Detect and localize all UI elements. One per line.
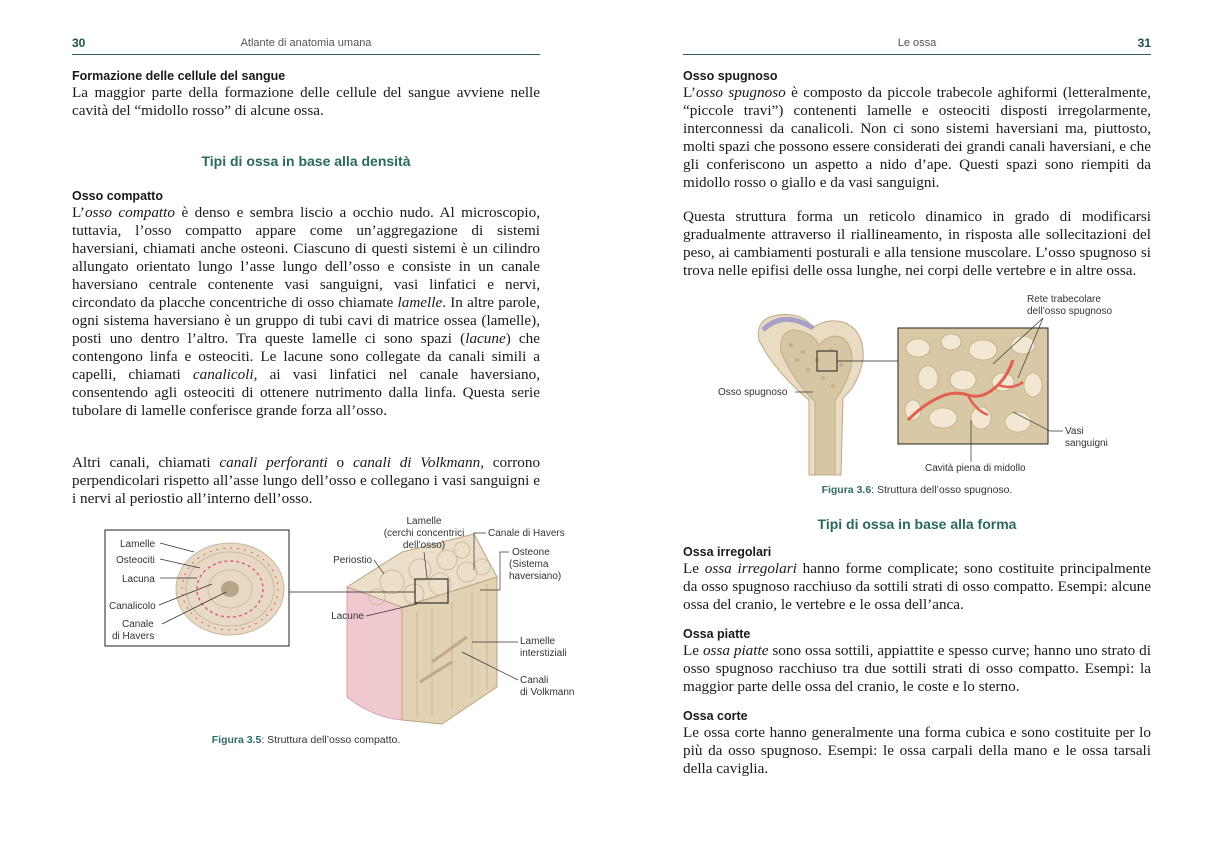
right-page bbox=[683, 0, 1151, 857]
periosteum bbox=[347, 587, 402, 720]
spongy-bone-section bbox=[683, 68, 1151, 192]
paragraph: La maggior parte della formazione delle cellule del sangue avviene nelle cavità del “midollo rosso” di alcune ossa. bbox=[72, 84, 540, 119]
label-osso-spugnoso: Osso spugnoso bbox=[718, 387, 788, 398]
svg-text:dell’osso spugnoso: dell’osso spugnoso bbox=[1027, 306, 1113, 317]
haversian-canal bbox=[221, 581, 239, 597]
italic-term: ossa piatte bbox=[702, 642, 769, 659]
left-page-header bbox=[72, 36, 540, 55]
label-lacuna: Lacuna bbox=[122, 574, 155, 585]
paragraph: Altri canali, chiamati canali perforanti o canali di Volkmann, corrono perpendicolari rispetto all’asse lungo dell’osso e collegano i vasi sanguigni e i nervi al periostio all’interno dell’osso. bbox=[72, 454, 541, 507]
section-title: Tipi di ossa in base alla densità bbox=[201, 153, 411, 169]
paragraph: Le ossa corte hanno generalmente una forma cubica e sono costituite per lo più da osso spugnoso. Esempi: le ossa carpali della mano e le ossa tarsali della caviglia. bbox=[683, 724, 1151, 777]
label-vasi-sanguigni: Vasi bbox=[1065, 426, 1084, 437]
label-lamelle-conc: Lamelle bbox=[406, 516, 442, 527]
blood-cells-section bbox=[72, 68, 540, 120]
svg-text:(Sistema: (Sistema bbox=[509, 559, 549, 570]
italic-term: lamelle bbox=[397, 294, 443, 311]
svg-text:dell’osso): dell’osso) bbox=[402, 540, 446, 551]
page-number: 31 bbox=[1137, 36, 1151, 50]
caption-label: Figura 3.5 bbox=[211, 734, 262, 746]
irregular-bones-section bbox=[683, 544, 1151, 614]
left-page bbox=[72, 0, 575, 857]
spongy-bone-figure bbox=[713, 290, 1153, 482]
short-bones-section bbox=[683, 708, 1151, 778]
right-page-header bbox=[683, 36, 1151, 55]
label-cavita-midollo: Cavità piena di midollo bbox=[925, 463, 1026, 474]
label-lacune: Lacune bbox=[331, 611, 364, 622]
compact-bone-figure bbox=[102, 512, 575, 732]
svg-text:haversiano): haversiano) bbox=[509, 571, 562, 582]
label-canalicolo: Canalicolo bbox=[109, 601, 156, 612]
page-number: 30 bbox=[72, 36, 86, 50]
italic-term: osso spugnoso bbox=[695, 84, 786, 101]
figure-caption bbox=[72, 734, 540, 746]
subheading: Ossa piatte bbox=[683, 627, 751, 641]
caption-label: Figura 3.6 bbox=[821, 484, 872, 496]
italic-term: osso compatto bbox=[84, 204, 175, 221]
label-osteociti: Osteociti bbox=[116, 555, 155, 566]
italic-term: canali perforanti bbox=[219, 454, 328, 471]
svg-text:(cerchi concentrici: (cerchi concentrici bbox=[383, 528, 465, 539]
svg-text:sanguigni: sanguigni bbox=[1065, 438, 1108, 449]
label-osteone: Osteone bbox=[512, 547, 550, 558]
caption-text: : Struttura dell’osso compatto. bbox=[261, 734, 401, 746]
label-rete-trabecolare: Rete trabecolare bbox=[1027, 294, 1101, 305]
label-periostio: Periostio bbox=[333, 555, 372, 566]
section-title: Tipi di ossa in base alla forma bbox=[817, 516, 1017, 532]
subheading: Ossa corte bbox=[683, 709, 748, 723]
subheading: Osso spugnoso bbox=[683, 69, 778, 83]
running-head: Atlante di anatomia umana bbox=[240, 37, 372, 49]
compact-bone-section bbox=[72, 188, 540, 420]
paragraph: L’osso compatto è denso e sembra liscio a occhio nudo. Al microscopio, tuttavia, l’osso compatto appare come un’aggregazione di sistemi haversiani, chiamati anche osteoni. Ciascuno di questi sistemi è un cilindro allungato orientato lungo l’asse lungo dell’osso e consiste in un canale haversiano centrale contenente vasi sanguigni, vasi linfatici e nervi, circondato da placche concentriche di osso chiamate lamelle. In altre parole, ogni sistema haversiano è un gruppo di tubi cavi di matrice ossea (lamelle), posti uno dentro l’altro. Tra queste lamelle ci sono spazi (lacune) che contengono linfa e osteociti. Le lacune sono collegate da canali simili a capelli, chiamati canalicoli, ai vasi linfatici nel canale haversiano, consentendo agli osteociti di ottenere nutrimento dalla linfa. Questa serie tubolare di lamelle conferisce grande forza all’osso. bbox=[72, 204, 541, 419]
italic-term: ossa irregolari bbox=[704, 560, 797, 577]
svg-text:di Volkmann: di Volkmann bbox=[520, 687, 575, 698]
italic-term: lacune bbox=[465, 330, 506, 347]
flat-bones-section bbox=[683, 626, 1151, 696]
label-di-havers: di Havers bbox=[112, 631, 155, 642]
label-lamelle: Lamelle bbox=[120, 539, 156, 550]
caption-text: : Struttura dell’osso spugnoso. bbox=[871, 484, 1013, 496]
running-head: Le ossa bbox=[897, 37, 937, 49]
paragraph: Questa struttura forma un reticolo dinamico in grado di modificarsi gradualmente attraverso il riallineamento, in risposta alle sollecitazioni del peso, ai cambiamenti posturali e alla tensione muscolare. L’osso spugnoso si trova nelle epifisi delle ossa lunghe, nei corpi delle vertebre e in altre ossa. bbox=[683, 208, 1151, 279]
italic-term: canalicoli bbox=[192, 366, 254, 383]
trabecular-paragraph-block bbox=[683, 208, 1151, 280]
label-canale-havers: Canale di Havers bbox=[488, 528, 565, 539]
figure-caption bbox=[683, 484, 1151, 496]
label-lamelle-interstiziali: Lamelle bbox=[520, 636, 556, 647]
subheading: Osso compatto bbox=[72, 189, 163, 203]
paragraph: Le ossa irregolari hanno forme complicate; sono costituite principalmente da osso spugnoso racchiuso da sottili strati di osso compatto. Esempi: alcune ossa del cranio, le vertebre e le ossa dell’anca. bbox=[683, 560, 1151, 613]
svg-text:interstiziali: interstiziali bbox=[520, 648, 567, 659]
paragraph: L’osso spugnoso è composto da piccole trabecole aghiformi (letteralmente, “piccole travi”) contenenti lamelle e osteociti disposti irregolarmente, interconnessi da canalicoli. Non ci sono sistemi haversiani ma, piuttosto, molti spazi che possono essere considerati dei grandi canali haversiani, e che gli conferiscono un aspetto a nido d’ape. Questi spazi sono riempiti da midollo rosso o giallo e da vasi sanguigni. bbox=[683, 84, 1151, 191]
subheading: Ossa irregolari bbox=[683, 545, 772, 559]
volkmann-paragraph-block bbox=[72, 454, 540, 508]
label-canale: Canale bbox=[122, 619, 154, 630]
italic-term: canali di Volkmann bbox=[352, 454, 481, 471]
paragraph: Le ossa piatte sono ossa sottili, appiattite e spesso curve; hanno uno strato di osso spugnoso racchiuso tra due sottili strati di osso compatto. Esempi: la maggior parte delle ossa del cranio, le coste e lo sterno. bbox=[683, 642, 1151, 695]
label-canali-volkmann: Canali bbox=[520, 675, 549, 686]
subheading: Formazione delle cellule del sangue bbox=[72, 69, 286, 83]
